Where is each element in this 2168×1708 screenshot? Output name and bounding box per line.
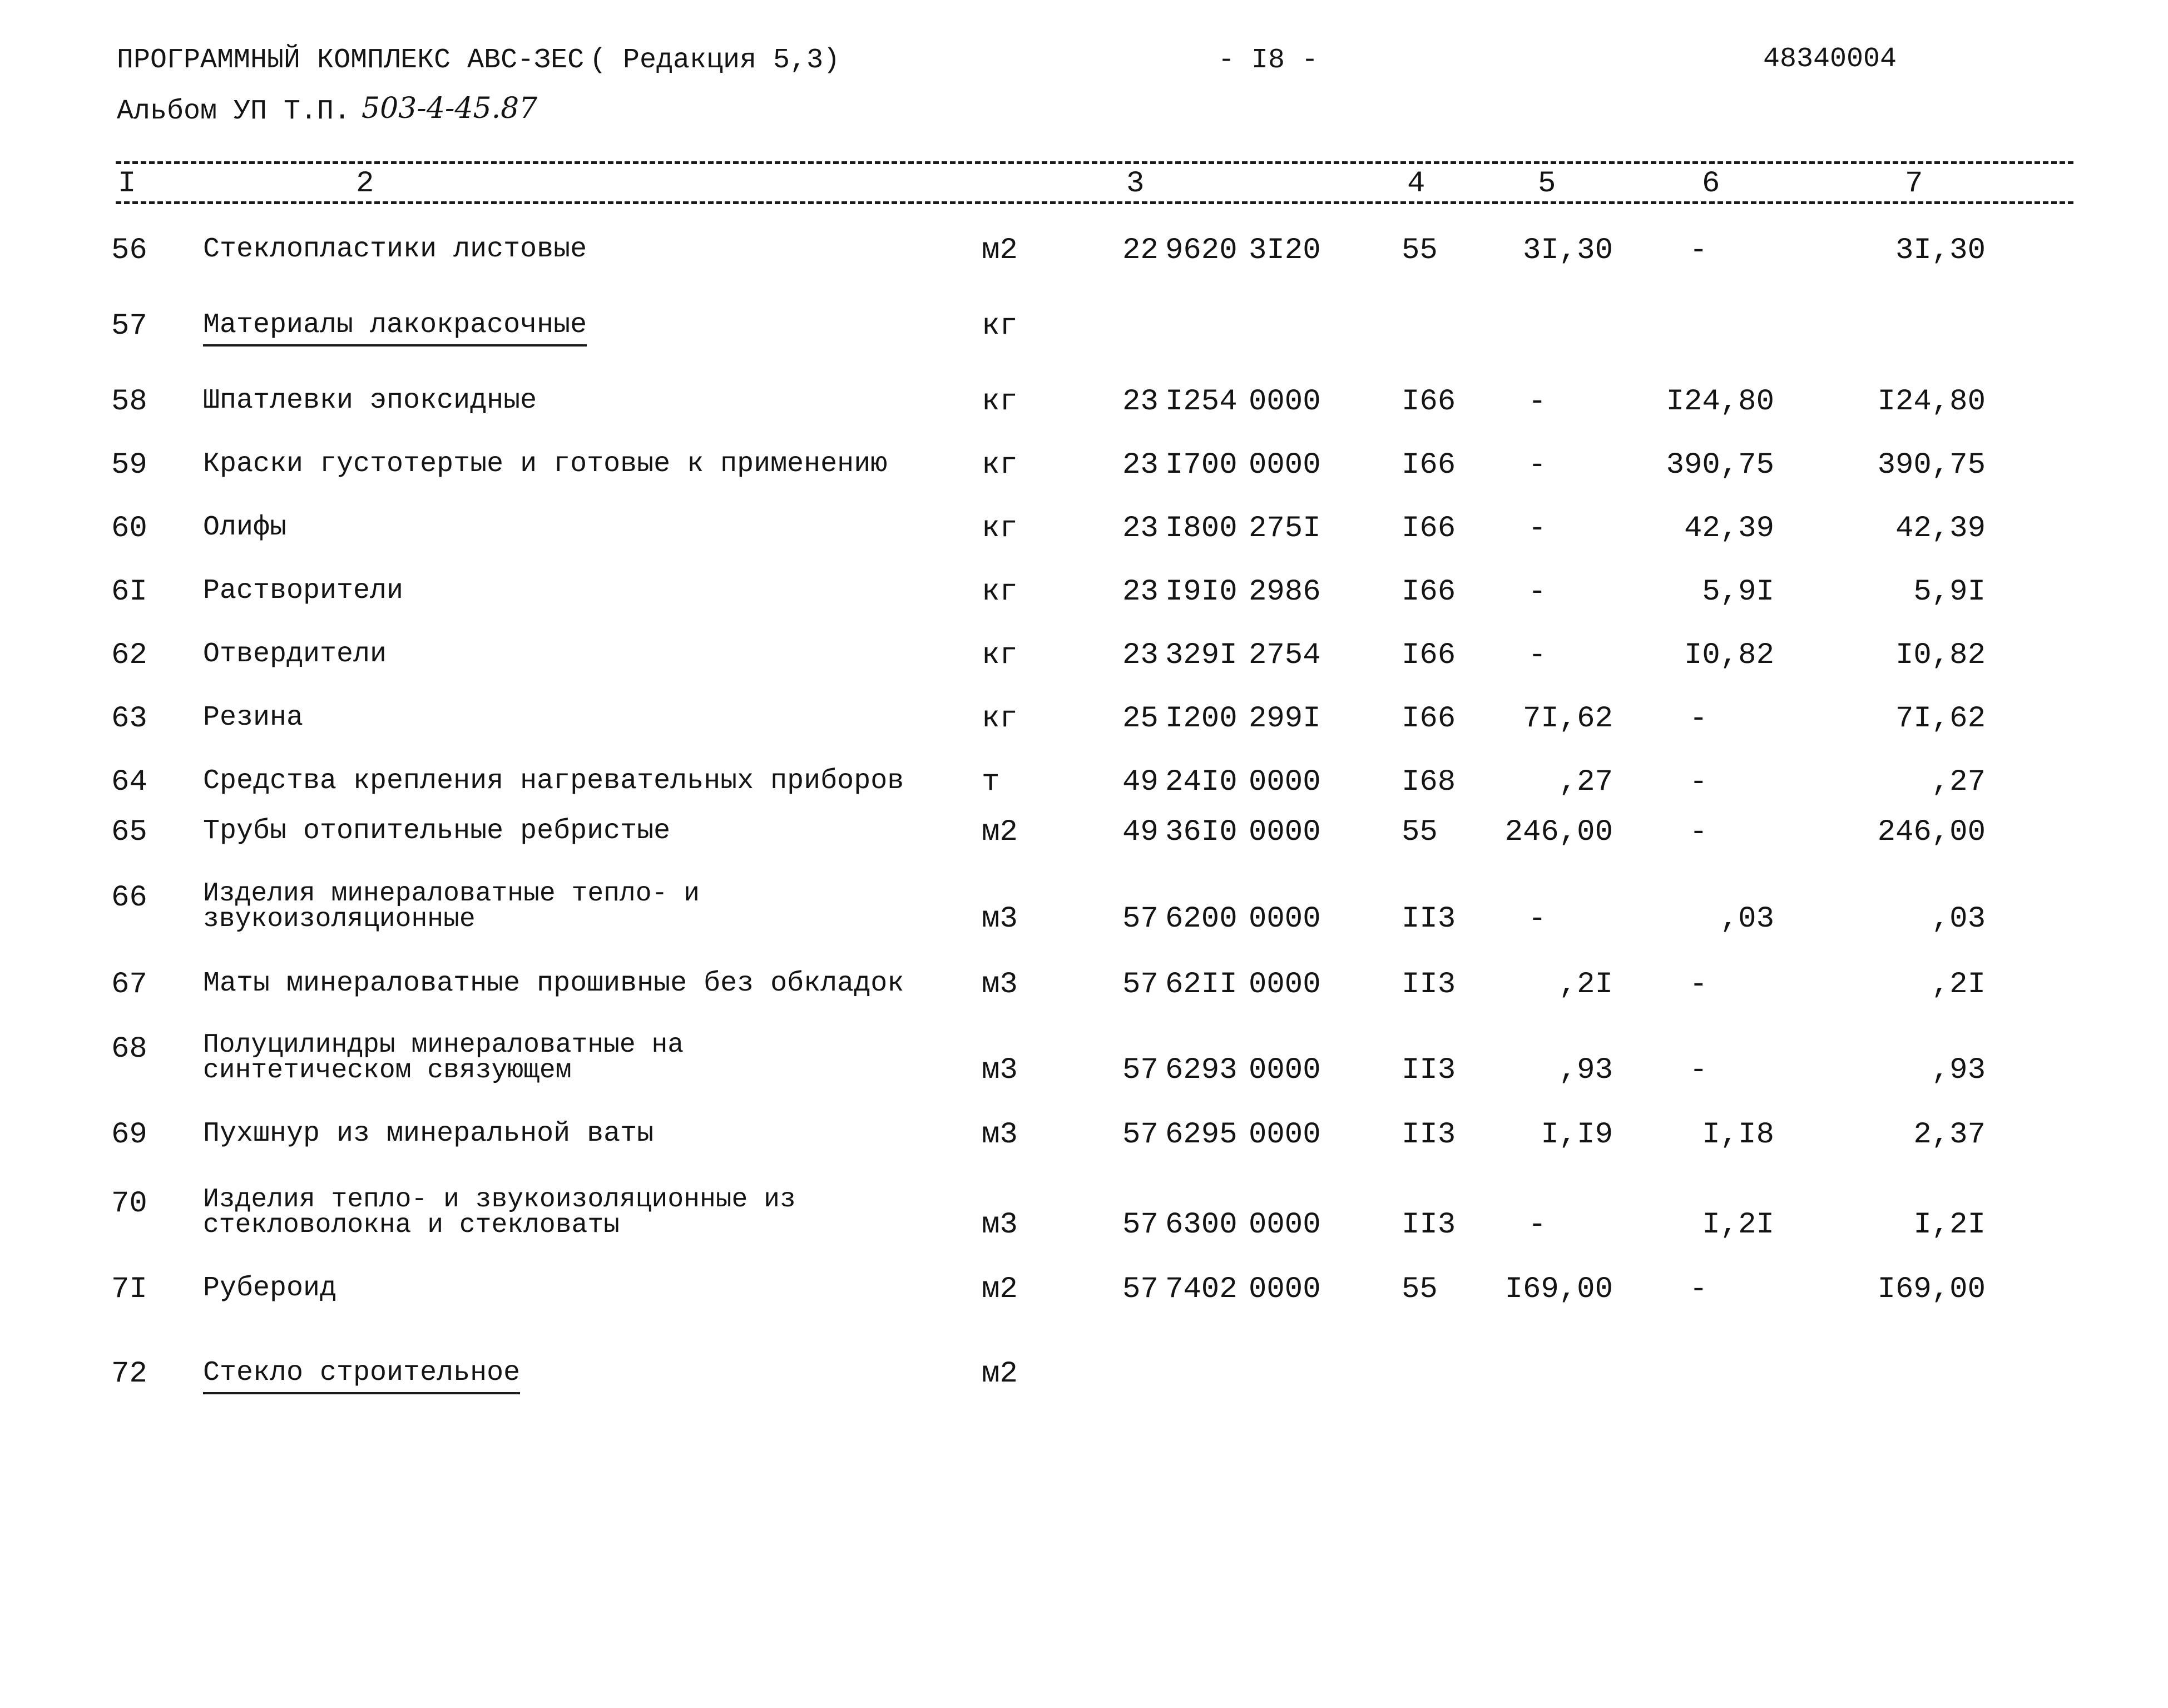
okp-code-group: I200: [1165, 702, 1238, 736]
okp-code-group: 2754: [1249, 638, 1321, 672]
column-5-value: 246,00: [1504, 815, 1613, 849]
column-5-value: -: [1528, 902, 1546, 936]
unit: кг: [982, 309, 1018, 343]
row-number: 66: [111, 881, 147, 915]
column-header-5: 5: [1538, 167, 1556, 201]
column-4-value: I66: [1402, 512, 1456, 546]
okp-code-group: 0000: [1249, 1273, 1321, 1306]
column-4-value: 55: [1402, 1273, 1438, 1306]
material-name: Маты минераловатные прошивные без обкладок: [203, 968, 904, 999]
handwritten-project-number: 503-4-45.87: [362, 92, 538, 125]
row-number: 65: [111, 815, 147, 849]
column-4-value: II3: [1402, 1053, 1456, 1087]
unit: м2: [982, 815, 1018, 849]
column-header-7: 7: [1905, 167, 1923, 201]
okp-code-group: 0000: [1249, 1208, 1321, 1242]
material-name: Средства крепления нагревательных приборов: [203, 765, 904, 797]
okp-code-group: 62II: [1165, 968, 1238, 1002]
column-5-value: I69,00: [1504, 1273, 1613, 1306]
column-7-value: 5,9I: [1913, 575, 1986, 609]
row-number: 6I: [111, 575, 147, 609]
unit: м3: [982, 1208, 1018, 1242]
unit: м3: [982, 902, 1018, 936]
okp-code-group: 57: [1122, 902, 1159, 936]
okp-code-group: 49: [1122, 815, 1159, 849]
column-5-value: -: [1528, 575, 1546, 609]
unit: кг: [982, 638, 1018, 672]
okp-code-group: 0000: [1249, 448, 1321, 482]
unit: кг: [982, 575, 1018, 609]
unit: м3: [982, 968, 1018, 1002]
material-name: Рубероид: [203, 1273, 337, 1304]
okp-code-group: 49: [1122, 765, 1159, 799]
column-5-value: 3I,30: [1522, 234, 1613, 268]
material-name-line: стекловолокна и стекловаты: [203, 1210, 620, 1240]
column-7-value: 7I,62: [1895, 702, 1986, 736]
unit: кг: [982, 512, 1018, 546]
column-header-2: 2: [356, 167, 374, 201]
column-7-value: I0,82: [1895, 638, 1986, 672]
okp-code-group: 275I: [1249, 512, 1321, 546]
album-label: Альбом УП Т.П.: [117, 96, 351, 127]
column-5-value: -: [1528, 638, 1546, 672]
column-5-value: I,I9: [1541, 1118, 1613, 1152]
okp-code-group: 3I20: [1249, 234, 1321, 268]
column-6-value: -: [1689, 765, 1707, 799]
okp-code-group: 23: [1122, 575, 1159, 609]
okp-code-group: 23: [1122, 638, 1159, 672]
column-7-value: ,2I: [1931, 968, 1986, 1002]
row-number: 7I: [111, 1273, 147, 1306]
column-7-value: I69,00: [1877, 1273, 1986, 1306]
material-name: Краски густотертые и готовые к применению: [203, 448, 888, 480]
material-name-line: Изделия тепло- и звукоизоляционные из: [203, 1185, 796, 1215]
row-number: 56: [111, 234, 147, 268]
page-number: - I8 -: [1218, 44, 1319, 76]
column-7-value: I24,80: [1877, 385, 1986, 419]
row-number: 58: [111, 385, 147, 419]
column-7-value: 2,37: [1913, 1118, 1986, 1152]
material-name: Материалы лакокрасочные: [203, 309, 587, 346]
column-5-value: -: [1528, 512, 1546, 546]
column-4-value: I66: [1402, 638, 1456, 672]
column-6-value: 5,9I: [1702, 575, 1774, 609]
okp-code-group: 57: [1122, 968, 1159, 1002]
header-dashed-line-bottom: [116, 201, 2073, 204]
okp-code-group: 22: [1122, 234, 1159, 268]
row-number: 63: [111, 702, 147, 736]
material-name: Шпатлевки эпоксидные: [203, 385, 537, 417]
row-number: 59: [111, 448, 147, 482]
program-title: ПРОГРАММНЫЙ КОМПЛЕКС АВС-ЗЕС: [117, 44, 585, 76]
column-header-4: 4: [1407, 167, 1425, 201]
okp-code-group: 6293: [1165, 1053, 1238, 1087]
okp-code-group: 6200: [1165, 902, 1238, 936]
okp-code-group: 7402: [1165, 1273, 1238, 1306]
okp-code-group: 23: [1122, 448, 1159, 482]
column-header-6: 6: [1702, 167, 1720, 201]
column-4-value: I68: [1402, 765, 1456, 799]
material-name: Олифы: [203, 512, 287, 543]
column-header-3: 3: [1126, 167, 1145, 201]
unit: м3: [982, 1053, 1018, 1087]
okp-code-group: 6300: [1165, 1208, 1238, 1242]
unit: кг: [982, 702, 1018, 736]
okp-code-group: 25: [1122, 702, 1159, 736]
okp-code-group: 6295: [1165, 1118, 1238, 1152]
okp-code-group: 0000: [1249, 902, 1321, 936]
okp-code-group: 0000: [1249, 1053, 1321, 1087]
row-number: 64: [111, 765, 147, 799]
okp-code-group: 0000: [1249, 815, 1321, 849]
row-number: 69: [111, 1118, 147, 1152]
column-6-value: -: [1689, 815, 1707, 849]
column-7-value: 3I,30: [1895, 234, 1986, 268]
okp-code-group: 0000: [1249, 765, 1321, 799]
okp-code-group: 329I: [1165, 638, 1238, 672]
material-name: Трубы отопительные ребристые: [203, 815, 671, 847]
unit: т: [982, 765, 1000, 799]
column-4-value: II3: [1402, 1208, 1456, 1242]
column-5-value: ,93: [1558, 1053, 1613, 1087]
material-name: Растворители: [203, 575, 404, 607]
okp-code-group: 57: [1122, 1208, 1159, 1242]
column-6-value: ,03: [1720, 902, 1774, 936]
okp-code-group: I700: [1165, 448, 1238, 482]
column-4-value: I66: [1402, 448, 1456, 482]
material-name-line: синтетическом связующем: [203, 1056, 572, 1086]
unit: м2: [982, 1357, 1018, 1391]
column-5-value: -: [1528, 385, 1546, 419]
okp-code-group: 57: [1122, 1273, 1159, 1306]
row-number: 60: [111, 512, 147, 546]
column-6-value: I0,82: [1684, 638, 1774, 672]
column-header-1: I: [118, 167, 136, 201]
material-name: Стеклопластики листовые: [203, 234, 587, 265]
material-name-line: звукоизоляционные: [203, 904, 476, 934]
column-6-value: -: [1689, 1273, 1707, 1306]
column-6-value: -: [1689, 234, 1707, 268]
column-6-value: 390,75: [1666, 448, 1774, 482]
edition-label: ( Редакция 5,3): [590, 44, 840, 76]
column-4-value: II3: [1402, 968, 1456, 1002]
column-7-value: ,03: [1931, 902, 1986, 936]
column-4-value: I66: [1402, 575, 1456, 609]
okp-code-group: 0000: [1249, 1118, 1321, 1152]
okp-code-group: 0000: [1249, 968, 1321, 1002]
okp-code-group: 57: [1122, 1053, 1159, 1087]
okp-code-group: I800: [1165, 512, 1238, 546]
column-7-value: ,93: [1931, 1053, 1986, 1087]
column-5-value: 7I,62: [1522, 702, 1613, 736]
unit: кг: [982, 385, 1018, 419]
okp-code-group: 23: [1122, 512, 1159, 546]
document-code: 48340004: [1763, 43, 1897, 75]
column-7-value: 246,00: [1877, 815, 1986, 849]
material-name-line: Изделия минераловатные тепло- и: [203, 879, 700, 909]
column-6-value: -: [1689, 702, 1707, 736]
material-name: Стекло строительное: [203, 1357, 520, 1394]
column-5-value: -: [1528, 1208, 1546, 1242]
row-number: 67: [111, 968, 147, 1002]
okp-code-group: 0000: [1249, 385, 1321, 419]
unit: м2: [982, 1273, 1018, 1306]
okp-code-group: 36I0: [1165, 815, 1238, 849]
header-dashed-line-top: [116, 161, 2073, 164]
column-6-value: -: [1689, 968, 1707, 1002]
column-4-value: II3: [1402, 1118, 1456, 1152]
unit: м3: [982, 1118, 1018, 1152]
column-6-value: -: [1689, 1053, 1707, 1087]
column-6-value: I24,80: [1666, 385, 1774, 419]
material-name: Пухшнур из минеральной ваты: [203, 1118, 654, 1150]
column-5-value: -: [1528, 448, 1546, 482]
column-5-value: ,27: [1558, 765, 1613, 799]
okp-code-group: 23: [1122, 385, 1159, 419]
okp-code-group: 299I: [1249, 702, 1321, 736]
column-4-value: 55: [1402, 234, 1438, 268]
row-number: 62: [111, 638, 147, 672]
column-7-value: I,2I: [1913, 1208, 1986, 1242]
column-7-value: 390,75: [1877, 448, 1986, 482]
okp-code-group: 9620: [1165, 234, 1238, 268]
okp-code-group: 57: [1122, 1118, 1159, 1152]
column-6-value: I,2I: [1702, 1208, 1774, 1242]
material-name: Резина: [203, 702, 304, 734]
unit: м2: [982, 234, 1018, 268]
row-number: 70: [111, 1187, 147, 1221]
column-4-value: I66: [1402, 702, 1456, 736]
column-6-value: 42,39: [1684, 512, 1774, 546]
column-4-value: II3: [1402, 902, 1456, 936]
row-number: 72: [111, 1357, 147, 1391]
column-6-value: I,I8: [1702, 1118, 1774, 1152]
okp-code-group: 24I0: [1165, 765, 1238, 799]
material-name-line: Полуцилиндры минераловатные на: [203, 1030, 684, 1060]
column-7-value: ,27: [1931, 765, 1986, 799]
unit: кг: [982, 448, 1018, 482]
okp-code-group: 2986: [1249, 575, 1321, 609]
column-7-value: 42,39: [1895, 512, 1986, 546]
okp-code-group: I9I0: [1165, 575, 1238, 609]
column-4-value: I66: [1402, 385, 1456, 419]
row-number: 57: [111, 309, 147, 343]
column-5-value: ,2I: [1558, 968, 1613, 1002]
material-name: Отвердители: [203, 638, 387, 670]
column-4-value: 55: [1402, 815, 1438, 849]
okp-code-group: I254: [1165, 385, 1238, 419]
row-number: 68: [111, 1032, 147, 1066]
